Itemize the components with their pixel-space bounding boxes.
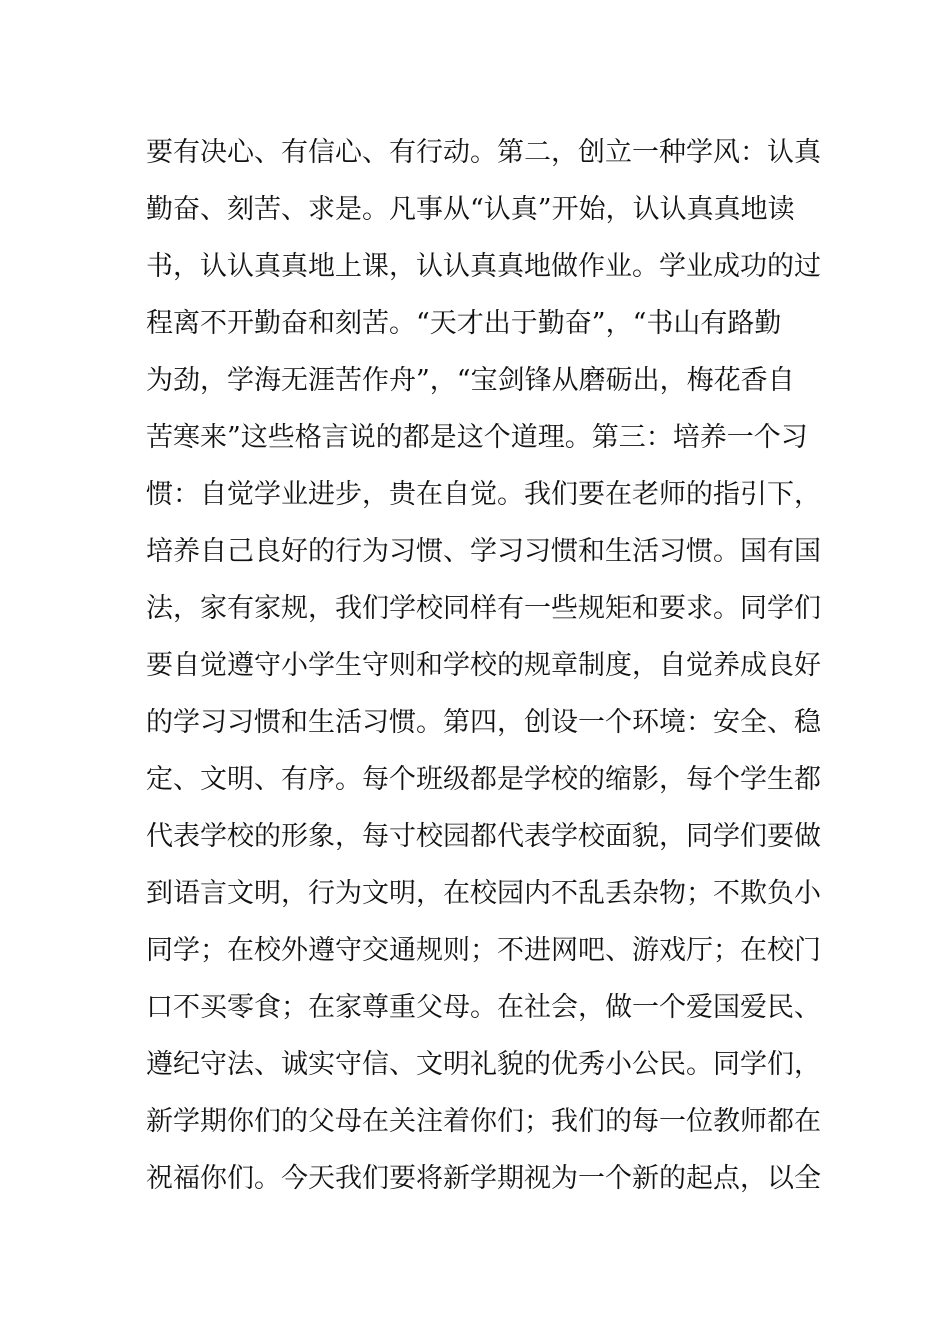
text-line-10: 要自觉遵守小学生守则和学校的规章制度，自觉养成良好 xyxy=(146,650,821,681)
text-line-8: 培养自己良好的行为习惯、学习习惯和生活习惯。国有国 xyxy=(146,536,821,567)
text-line-7: 惯：自觉学业进步，贵在自觉。我们要在老师的指引下， xyxy=(146,479,821,510)
text-line-5: 为劲，学海无涯苦作舟”，“宝剑锋从磨砺出，梅花香自 xyxy=(146,365,795,396)
text-line-3: 书，认认真真地上课，认认真真地做作业。学业成功的过 xyxy=(146,251,821,282)
text-line-2: 勤奋、刻苦、求是。凡事从“认真”开始，认认真真地读 xyxy=(146,194,795,225)
text-line-11: 的学习习惯和生活习惯。第四，创设一个环境：安全、稳 xyxy=(146,707,821,738)
text-line-18: 新学期你们的父母在关注着你们；我们的每一位教师都在 xyxy=(146,1106,821,1137)
text-line-6: 苦寒来”这些格言说的都是这个道理。第三：培养一个习 xyxy=(146,422,808,453)
text-line-12: 定、文明、有序。每个班级都是学校的缩影，每个学生都 xyxy=(146,764,821,795)
text-line-9: 法，家有家规，我们学校同样有一些规矩和要求。同学们 xyxy=(146,593,821,624)
text-line-13: 代表学校的形象，每寸校园都代表学校面貌，同学们要做 xyxy=(146,821,821,852)
text-line-17: 遵纪守法、诚实守信、文明礼貌的优秀小公民。同学们， xyxy=(146,1049,821,1080)
body-text xyxy=(146,130,821,1213)
text-line-19: 祝福你们。今天我们要将新学期视为一个新的起点，以全 xyxy=(146,1163,821,1194)
text-line-14: 到语言文明，行为文明，在校园内不乱丢杂物；不欺负小 xyxy=(146,878,821,909)
text-line-15: 同学；在校外遵守交通规则；不进网吧、游戏厅；在校门 xyxy=(146,935,821,966)
text-line-4: 程离不开勤奋和刻苦。“天才出于勤奋”，“书山有路勤 xyxy=(146,308,782,339)
text-line-16: 口不买零食；在家尊重父母。在社会，做一个爱国爱民、 xyxy=(146,992,821,1023)
text-line-1: 要有决心、有信心、有行动。第二，创立一种学风：认真 xyxy=(146,137,821,168)
